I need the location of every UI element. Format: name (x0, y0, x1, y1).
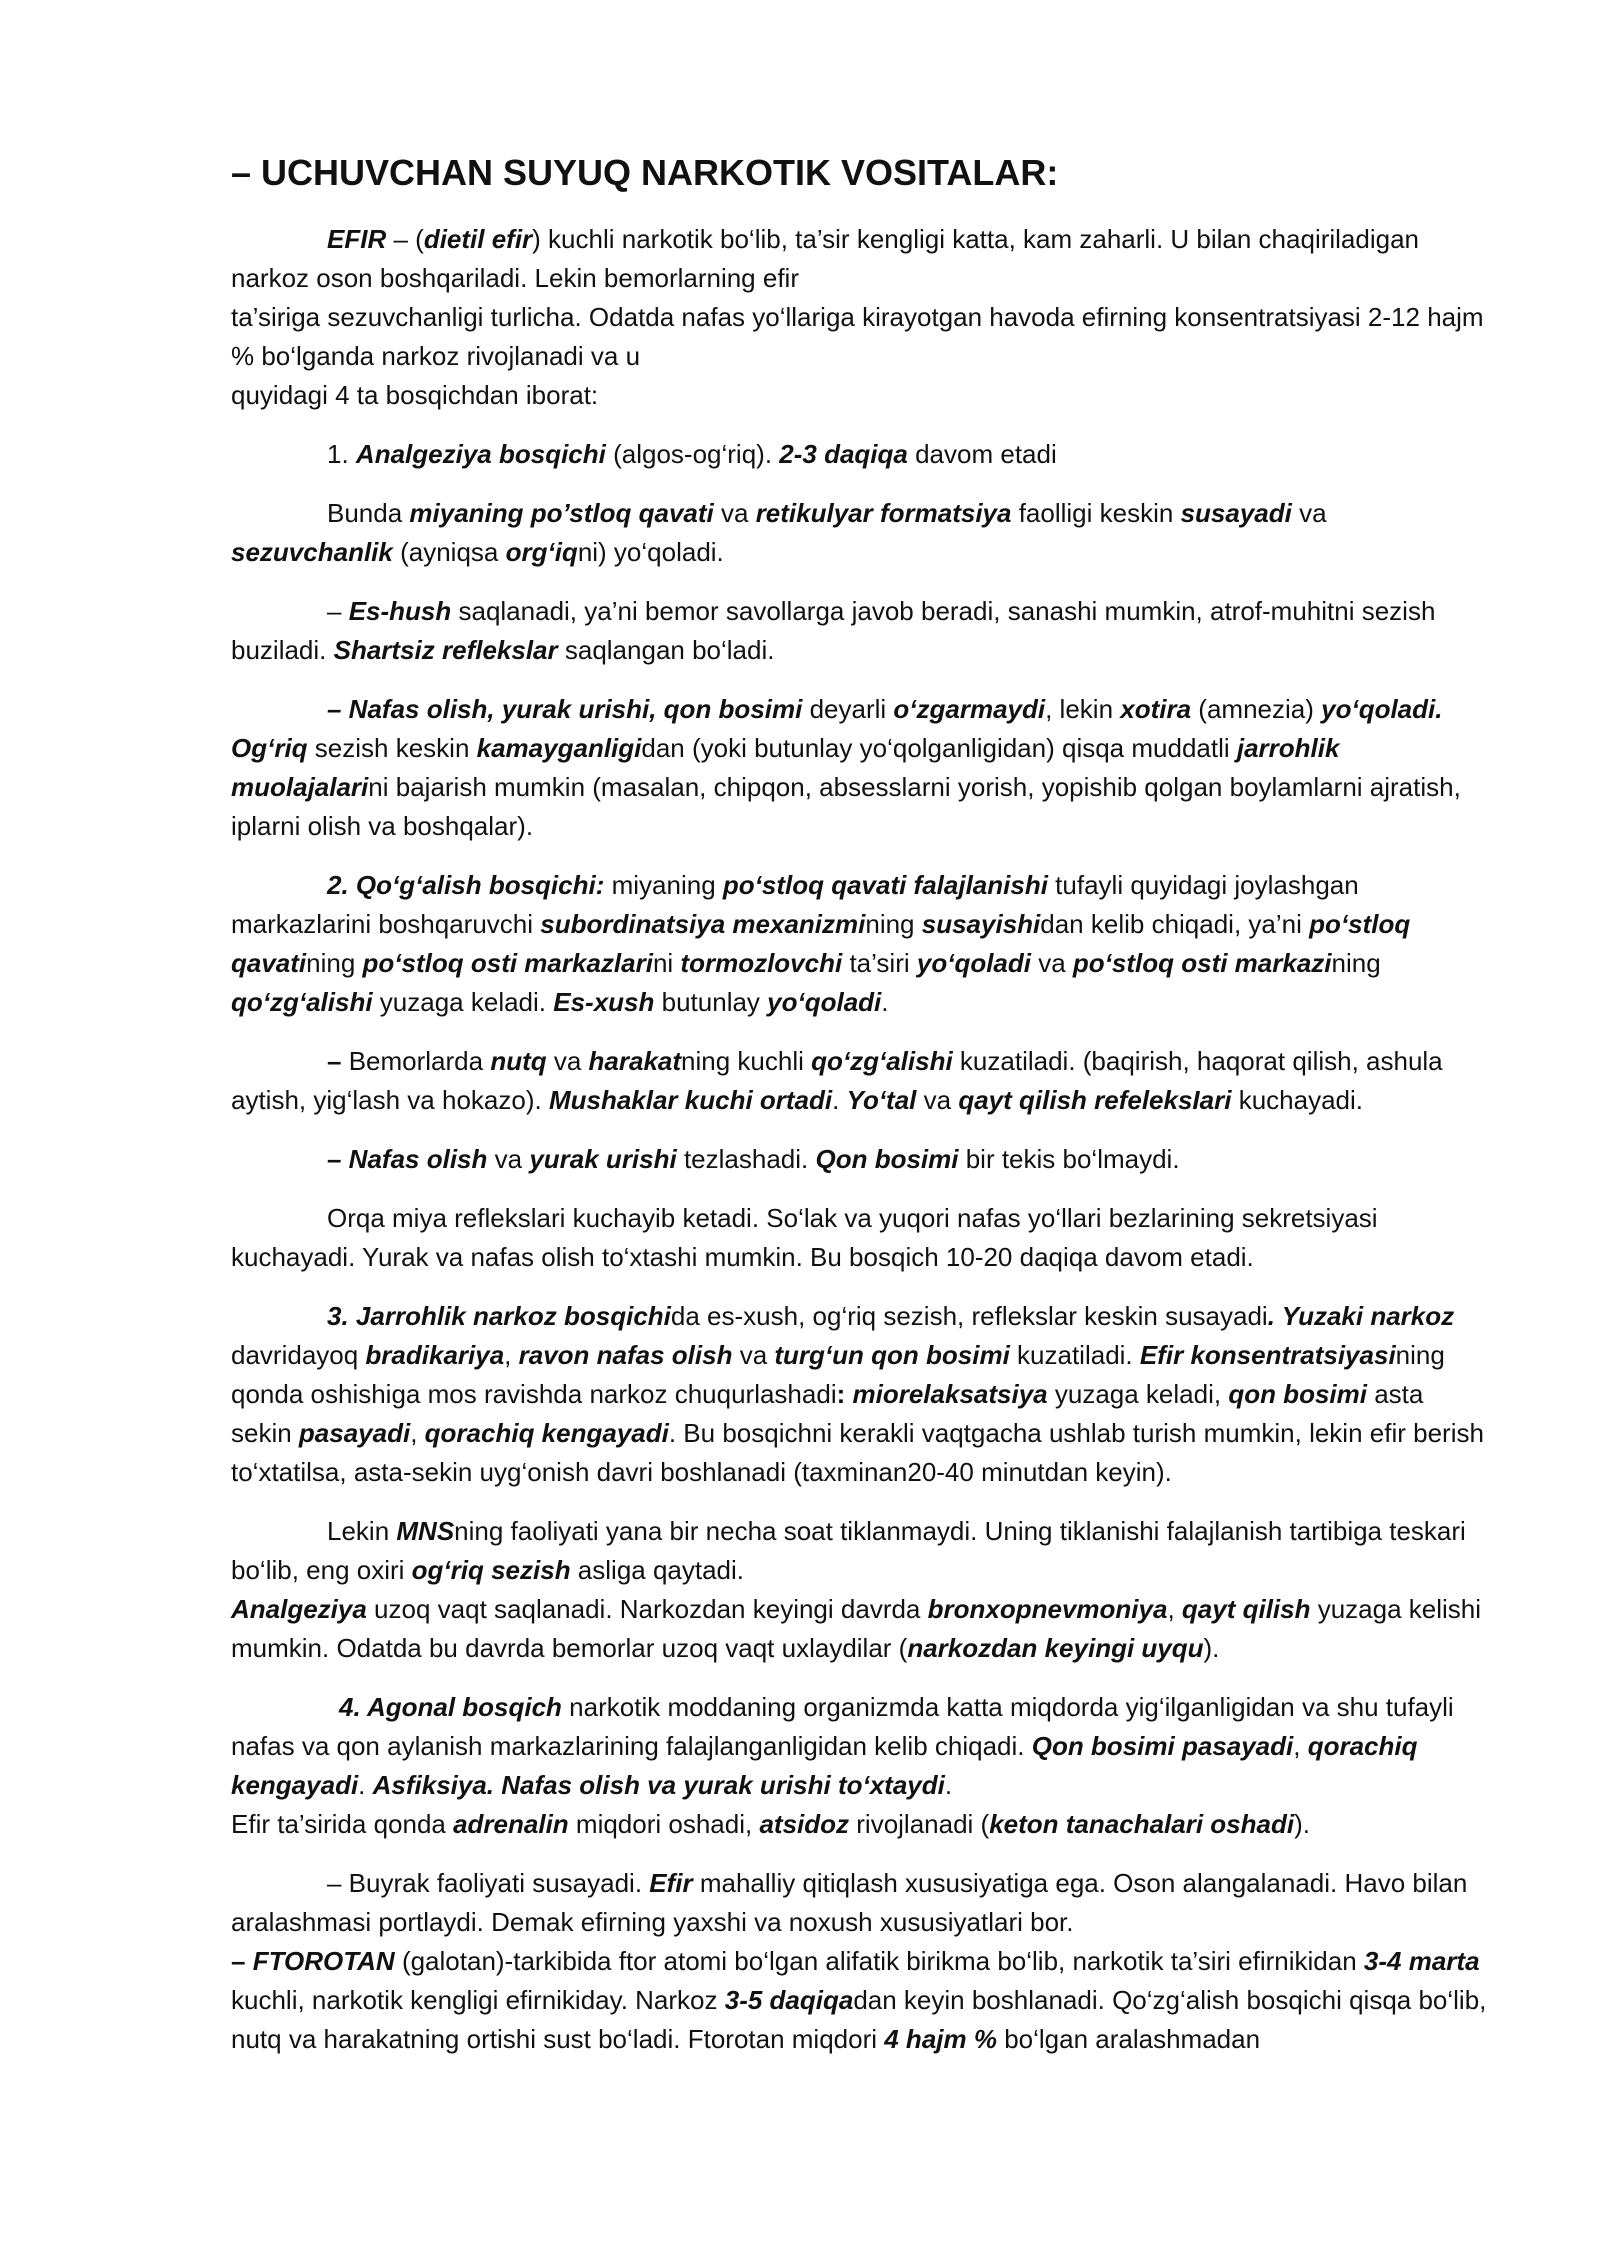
emphasis-text: 4 hajm % (884, 2024, 997, 2054)
text-run: Bemorlarda (348, 1046, 491, 1076)
text-run: saqlanadi, ya’ni bemor savollarga javob beradi, sanashi mumkin, atrof-muhitni sezish buziladi. (231, 596, 1436, 665)
text-run: va (1291, 498, 1327, 528)
paragraph (231, 866, 1491, 1022)
emphasis-text: po‘stloq qavati falajlanishi (722, 870, 1048, 900)
text-run: , (1167, 1594, 1182, 1624)
emphasis-text: atsidoz (759, 1809, 850, 1839)
paragraph (231, 494, 1491, 572)
document-body (231, 148, 1491, 2079)
emphasis-text: narkozdan keyingi uyqu (907, 1633, 1204, 1663)
text-run: . (358, 1770, 373, 1800)
emphasis-text: Asfiksiya. Nafas olish va yurak urishi to‘xtaydi (372, 1770, 945, 1800)
emphasis-text: og‘riq sezish (411, 1555, 571, 1585)
text-run: , (1293, 1731, 1308, 1761)
emphasis-text: . Yuzaki narkoz (1267, 1301, 1455, 1331)
text-run: ning (306, 948, 363, 978)
emphasis-text: qo‘zg‘alishi (811, 1046, 953, 1076)
emphasis-text: yo‘qoladi (767, 987, 882, 1017)
emphasis-text: qayt qilish refeleksIari (958, 1085, 1232, 1115)
emphasis-text: Efir (649, 1868, 693, 1898)
text-run: mahalliy qitiqlash xususiyatiga ega. Oson alangalanadi. Havo bilan aralashmasi portlaydi. Demak efirning yaxshi va noxush xususiyatlari bor. (231, 1868, 1468, 1937)
emphasis-text: turg‘un qon bosimi (774, 1340, 1010, 1370)
paragraph (231, 1805, 1491, 1844)
emphasis-text: Efir konsentratsiyasi (1139, 1340, 1396, 1370)
paragraph (231, 1688, 1491, 1805)
text-run: miyaning (604, 870, 723, 900)
text-run: davom etadi (907, 439, 1057, 469)
emphasis-text: pasayadi (298, 1418, 411, 1448)
text-run: Bunda (327, 498, 410, 528)
emphasis-text: EFIR (327, 224, 387, 254)
emphasis-text: bradikariya (365, 1340, 505, 1370)
text-run: Orqa miya reflekslari kuchayib ketadi. So‘lak va yuqori nafas yo‘llari bezlarining sekretsiyasi kuchayadi. Yurak va nafas olish to‘xtashi mumkin. Bu bosqich 10-20 daqiqa davom etadi. (231, 1203, 1378, 1272)
emphasis-text: Og‘riq (231, 733, 308, 763)
emphasis-text: qon bosimi (1228, 1379, 1367, 1409)
text-run: yuzaga kelishi mumkin. Odatda bu davrda bemorlar uzoq vaqt uxlaydilar ( (231, 1594, 1482, 1663)
paragraph (231, 1042, 1491, 1120)
emphasis-text: FTOROTAN (252, 1946, 395, 1976)
bold-text: – (327, 1046, 349, 1076)
emphasis-text: qayt qilish (1181, 1594, 1311, 1624)
emphasis-text: qo‘zg‘alishi (231, 987, 373, 1017)
paragraph (231, 690, 1491, 846)
text-run: quyidagi 4 ta bosqichdan iborat: (231, 380, 599, 410)
text-run: (galotan)-tarkibida ftor atomi bo‘lgan alifatik birikma bo‘lib, narkotik ta’siri efirnikidan (394, 1946, 1364, 1976)
paragraph (231, 1512, 1491, 1590)
bold-text: : (836, 1379, 846, 1409)
emphasis-text: qorachiq kengayadi (231, 1731, 1418, 1800)
text-run: tufayli quyidagi joylashgan markazlarini boshqaruvchi (231, 870, 1359, 939)
paragraph (231, 1140, 1491, 1179)
emphasis-text: retikulyar formatsiya (755, 498, 1012, 528)
text-run: va (732, 1340, 775, 1370)
text-run: ning faoliyati yana bir necha soat tiklanmaydi. Uning tiklanishi falajlanish tartibiga teskari bo‘lib, eng oxiri (231, 1516, 1466, 1585)
text-run: va (916, 1085, 959, 1115)
emphasis-text: yo‘qoladi (916, 948, 1031, 978)
emphasis-text: ravon nafas olish (518, 1340, 733, 1370)
emphasis-text: org‘iq (505, 537, 578, 567)
text-run: da es-xush, og‘riq sezish, reflekslar keskin susayadi (670, 1301, 1268, 1331)
emphasis-text: Yo‘tal (846, 1085, 917, 1115)
text-run: ning qonda oshishiga mos ravishda narkoz chuqurlashadi (231, 1340, 1445, 1409)
text-run: kuchli, narkotik kengligi efirnikiday. Narkoz (231, 1985, 725, 2015)
text-run: kuzatiladi. (1009, 1340, 1140, 1370)
emphasis-text: tormozlovchi (680, 948, 843, 978)
text-run: 1. (327, 439, 356, 469)
text-run: ). (1203, 1633, 1220, 1663)
emphasis-text: keton tanachalari oshadi (989, 1809, 1295, 1839)
emphasis-text: miorelaksatsiya (852, 1379, 1048, 1409)
emphasis-text: Es-xush (553, 987, 655, 1017)
text-run: Lekin (327, 1516, 397, 1546)
text-run: . (832, 1085, 847, 1115)
emphasis-text: 4. Agonal bosqich (339, 1692, 562, 1722)
text-run: (ayniqsa (392, 537, 506, 567)
text-run (845, 1379, 852, 1409)
text-run: ta’siri (842, 948, 917, 978)
emphasis-text: Analgeziya (231, 1594, 367, 1624)
emphasis-text: yurak urishi (529, 1144, 677, 1174)
emphasis-text: po‘stloq qavati (231, 909, 1411, 978)
emphasis-text: susayishi (921, 909, 1041, 939)
paragraph (231, 592, 1491, 670)
text-run: saqlangan bo‘ladi. (557, 635, 775, 665)
text-run: faolligi keskin (1011, 498, 1181, 528)
emphasis-text: Qon bosimi (815, 1144, 959, 1174)
emphasis-text: yo‘qoladi. (1321, 694, 1443, 724)
text-run: narkotik moddaning organizmda katta miqdorda yig‘ilganligidan va shu tufayli nafas va qon aylanish markazlarining falajlanganligidan kelib chiqadi. (231, 1692, 1454, 1761)
emphasis-text: dietil efir (423, 224, 533, 254)
emphasis-text: harakat (588, 1046, 682, 1076)
text-run: ning (1331, 948, 1381, 978)
emphasis-text: kamayganligi (476, 733, 642, 763)
paragraph (231, 1199, 1491, 1277)
text-run: dan (yoki butunlay yo‘qolganligidan) qisqa muddatli (641, 733, 1237, 763)
text-run: kuzatiladi. (baqirish, haqorat qilish, ashula aytish, yig‘lash va hokazo). (231, 1046, 1443, 1115)
emphasis-text: sezuvchanlik (231, 537, 393, 567)
text-run: ning kuchli (681, 1046, 812, 1076)
paragraph (231, 1864, 1491, 1942)
text-run: ni) yo‘qoladi. (577, 537, 724, 567)
paragraph (231, 1590, 1491, 1668)
text-run: dan keyin boshlanadi. Qo‘zg‘alish bosqichi qisqa bo‘lib, nutq va harakatning ortishi sust bo‘ladi. Ftorotan miqdori (231, 1985, 1487, 2054)
text-run: bo‘lgan aralashmadan (996, 2024, 1261, 2054)
text-run: dan kelib chiqadi, ya’ni (1040, 909, 1310, 939)
emphasis-text: adrenalin (453, 1809, 569, 1839)
text-run: deyarli (802, 694, 894, 724)
text-run: bir tekis bo‘lmaydi. (958, 1144, 1180, 1174)
text-run: ning (865, 909, 922, 939)
emphasis-text: subordinatsiya mexanizmi (540, 909, 866, 939)
bold-text: – (231, 1946, 253, 1976)
paragraph-list (231, 220, 1491, 2059)
emphasis-text: Shartsiz reflekslar (333, 635, 558, 665)
text-run: kuchayadi. (1231, 1085, 1363, 1115)
text-run: – Buyrak faoliyati susayadi. (327, 1868, 650, 1898)
text-run: (amnezia) (1191, 694, 1322, 724)
text-run: , (410, 1418, 425, 1448)
text-run: ). (1294, 1809, 1310, 1839)
text-run: , (504, 1340, 519, 1370)
text-run: va (546, 1046, 589, 1076)
text-run: va (1031, 948, 1073, 978)
emphasis-text: – Nafas olish, yurak urishi, qon bosimi (327, 694, 803, 724)
text-run: va (487, 1144, 530, 1174)
text-run: Efir ta’sirida qonda (231, 1809, 454, 1839)
text-run: rivojlanadi ( (849, 1809, 990, 1839)
page-title: – UCHUVCHAN SUYUQ NARKOTIK VOSITALAR: (231, 152, 1059, 193)
emphasis-text: 3-5 daqiqa (724, 1985, 854, 2015)
text-run: yuzaga keladi. (372, 987, 554, 1017)
emphasis-text: – Nafas olish (327, 1144, 488, 1174)
text-run: butunlay (654, 987, 768, 1017)
text-run: yuzaga keladi, (1047, 1379, 1229, 1409)
text-run: . (944, 1770, 953, 1800)
emphasis-text: po‘stloq osti markazlari (362, 948, 653, 978)
text-run: ni (652, 948, 681, 978)
paragraph (231, 1942, 1491, 2059)
emphasis-text: bronxopnevmoniya (927, 1594, 1168, 1624)
emphasis-text: xotira (1120, 694, 1192, 724)
text-run: ta’siriga sezuvchanligi turlicha. Odatda nafas yo‘llariga kirayotgan havoda efirning konsentratsiyasi 2-12 hajm % bo‘lganda narkoz rivojlanadi va u (231, 302, 1484, 371)
text-run: . (881, 987, 889, 1017)
text-run: – (327, 596, 349, 626)
emphasis-text: po‘stloq osti markazi (1072, 948, 1332, 978)
text-run: asliga qaytadi. (570, 1555, 745, 1585)
emphasis-text: 2. Qo‘g‘alish bosqichi: (327, 870, 605, 900)
text-run: miqdori oshadi, (568, 1809, 760, 1839)
emphasis-text: MNS (396, 1516, 455, 1546)
emphasis-text: 3-4 marta (1363, 1946, 1480, 1976)
emphasis-text: o‘zgarmaydi (893, 694, 1046, 724)
paragraph (231, 220, 1491, 415)
emphasis-text: Mushaklar kuchi ortadi (548, 1085, 833, 1115)
emphasis-text: jarrohlik muolajalari (231, 733, 1340, 802)
emphasis-text: Qon bosimi pasayadi (1031, 1731, 1294, 1761)
emphasis-text: susayadi (1180, 498, 1292, 528)
text-run: asta sekin (231, 1379, 1424, 1448)
paragraph (231, 1297, 1491, 1492)
emphasis-text: Es-hush (348, 596, 452, 626)
emphasis-text: miyaning po’stloq qavati (409, 498, 714, 528)
paragraph (231, 435, 1491, 474)
text-run: ) kuchli narkotik bo‘lib, ta’sir kengligi katta, kam zaharli. U bilan chaqiriladigan narkoz oson boshqariladi. Lekin bemorlarning efir (231, 224, 1420, 293)
text-run: ni bajarish mumkin (masalan, chipqon, absesslarni yorish, yopishib qolgan boylamlarni ajratish, iplarni olish va boshqalar). (231, 772, 1461, 841)
text-run: tezlashadi. (676, 1144, 816, 1174)
text-run: davridayoq (231, 1340, 366, 1370)
emphasis-text: qorachiq kengayadi (424, 1418, 669, 1448)
emphasis-text: nutq (490, 1046, 547, 1076)
text-run: (algos-og‘riq). (605, 439, 780, 469)
text-run: uzoq vaqt saqlanadi. Narkozdan keyingi davrda (366, 1594, 928, 1624)
emphasis-text: 3. Jarrohlik narkoz bosqichi (327, 1301, 671, 1331)
text-run: – ( (386, 224, 424, 254)
text-run: sezish keskin (307, 733, 477, 763)
text-run: va (713, 498, 756, 528)
text-run: . Bu bosqichni kerakli vaqtgacha ushlab turish mumkin, lekin efir berish to‘xtatilsa, asta-sekin uyg‘onish davri boshlanadi (taxminan20-40 minutdan keyin). (231, 1418, 1484, 1487)
emphasis-text: 2-3 daqiqa (779, 439, 908, 469)
emphasis-text: Analgeziya bosqichi (355, 439, 606, 469)
text-run: , lekin (1045, 694, 1121, 724)
